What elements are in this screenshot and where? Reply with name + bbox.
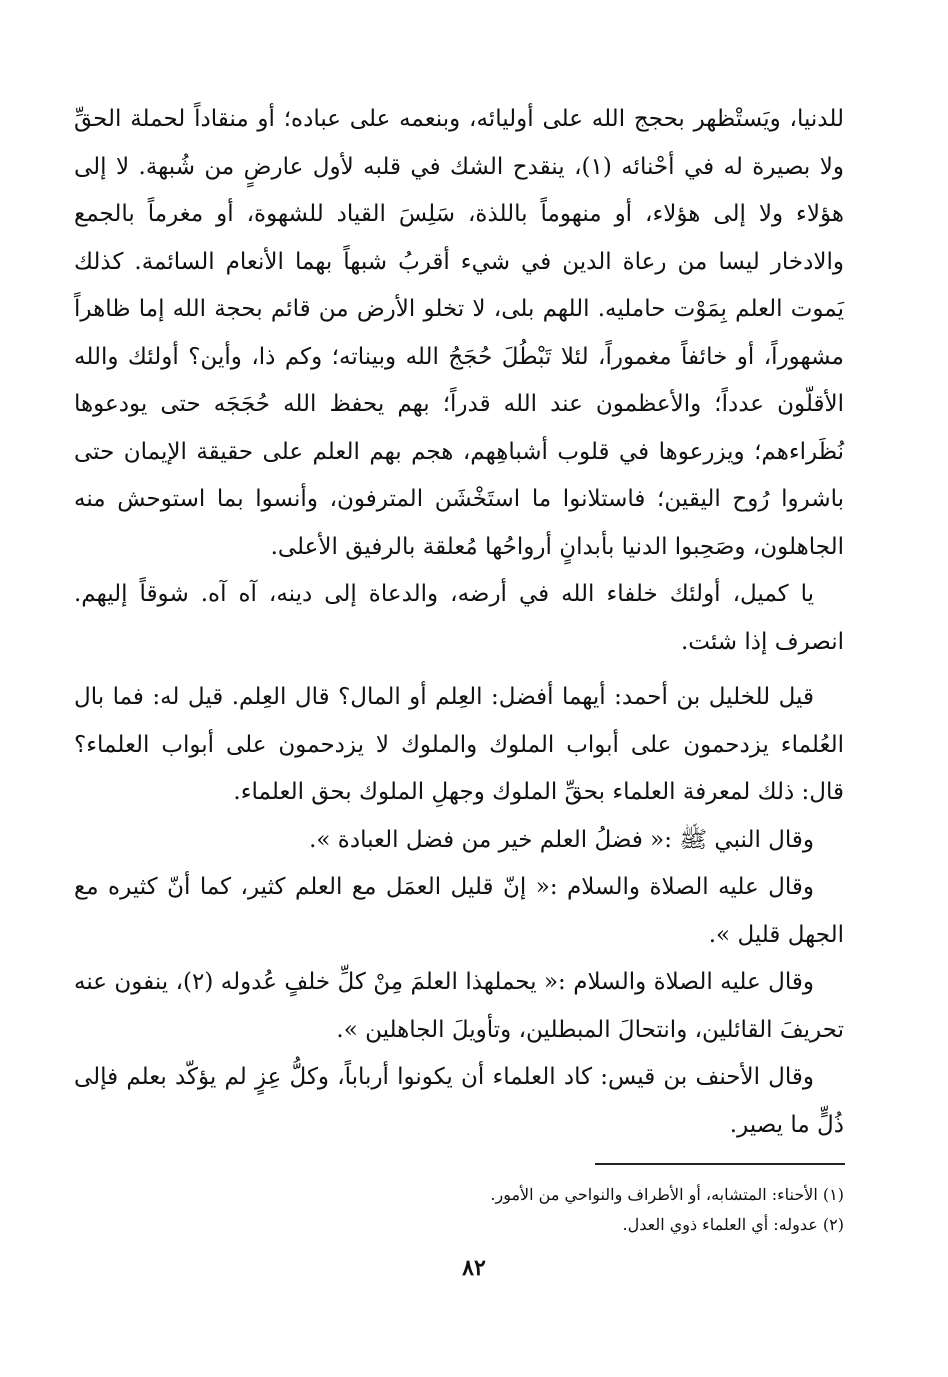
paragraph-ahnaf: وقال الأحنف بن قيس: كاد العلماء أن يكونوا أرباباً، وكلُّ عِزٍ لم يؤكّد بعلم فإلى ذُلٍّ ما يصير. — [74, 1064, 844, 1138]
main-text — [74, 96, 844, 1149]
footnote-divider — [595, 1163, 845, 1165]
footnotes — [80, 1180, 844, 1240]
paragraph-hadith-knowledge: وقال النبي ﷺ :« فضلُ العلم خير من فضل العبادة ». — [309, 826, 814, 853]
paragraph-continuation: للدنيا، ويَستْظهر بحجج الله على أوليائه، وبنعمه على عباده؛ أو منقاداً لحملة الحقِّ ولا بصيرة له في أحْنائه (١)، ينقدح الشك في قلبه لأول عارضٍ من شُبهة. لا إلى هؤلاء ولا إلى هؤلاء، أو منهوماً باللذة، سَلِسَ القياد للشهوة، أو مغرماً بالجمع والادخار ليسا من رعاة الدين في شيء أقربُ شبهاً بهما الأنعام السائمة. كذلك يَموت العلم بِمَوْت حامليه. اللهم بلى، لا تخلو الأرض من قائم بحجة الله إما ظاهراً مشهوراً، أو خائفاً مغموراً، لئلا تَبْطُلَ حُجَجُ الله وبيناته؛ وكم ذا، وأين؟ أولئك والله الأقلّون عدداً؛ والأعظمون عند الله قدراً؛ بهم يحفظ الله حُجَجَه حتى يودعوها نُظَراءهم؛ ويزرعوها في قلوب أشباهِهم، هجم بهم العلم على حقيقة الإيمان حتى باشروا رُوح اليقين؛ فاستلانوا ما استَخْشَن المترفون، وأنسوا بما استوحش منه الجاهلون، وصَحِبوا الدنيا بأبدانٍ أرواحُها مُعلقة بالرفيق الأعلى. — [74, 106, 844, 560]
paragraph-hadith-carriers: وقال عليه الصلاة والسلام :« يحملهذا العلمَ مِنْ كلِّ خلفٍ عُدوله (٢)، ينفون عنه تحريفَ القائلين، وانتحالَ المبطلين، وتأويلَ الجاهلين ». — [74, 969, 844, 1043]
page-number: ٨٢ — [462, 1255, 486, 1281]
footnote-2: (٢) عدوله: أي العلماء ذوي العدل. — [622, 1215, 844, 1234]
footnote-1: (١) الأحناء: المتشابه، أو الأطراف والنواحي من الأمور. — [490, 1185, 844, 1204]
paragraph-kumail: يا كميل، أولئك خلفاء الله في أرضه، والدعاة إلى دينه، آه آه. شوقاً إليهم. انصرف إذا شئت. — [74, 581, 844, 655]
paragraph-khalil: قيل للخليل بن أحمد: أيهما أفضل: العِلم أو المال؟ قال العِلم. قيل له: فما بال العُلماء يزدحمون على أبواب الملوك والملوك لا يزدحمون على أبواب العلماء؟ قال: ذلك لمعرفة العلماء بحقِّ الملوك وجهلِ الملوك بحق العلماء. — [74, 684, 844, 805]
paragraph-hadith-deeds: وقال عليه الصلاة والسلام :« إنّ قليل العمَل مع العلم كثير، كما أنّ كثيره مع الجهل قليل ». — [74, 874, 844, 948]
